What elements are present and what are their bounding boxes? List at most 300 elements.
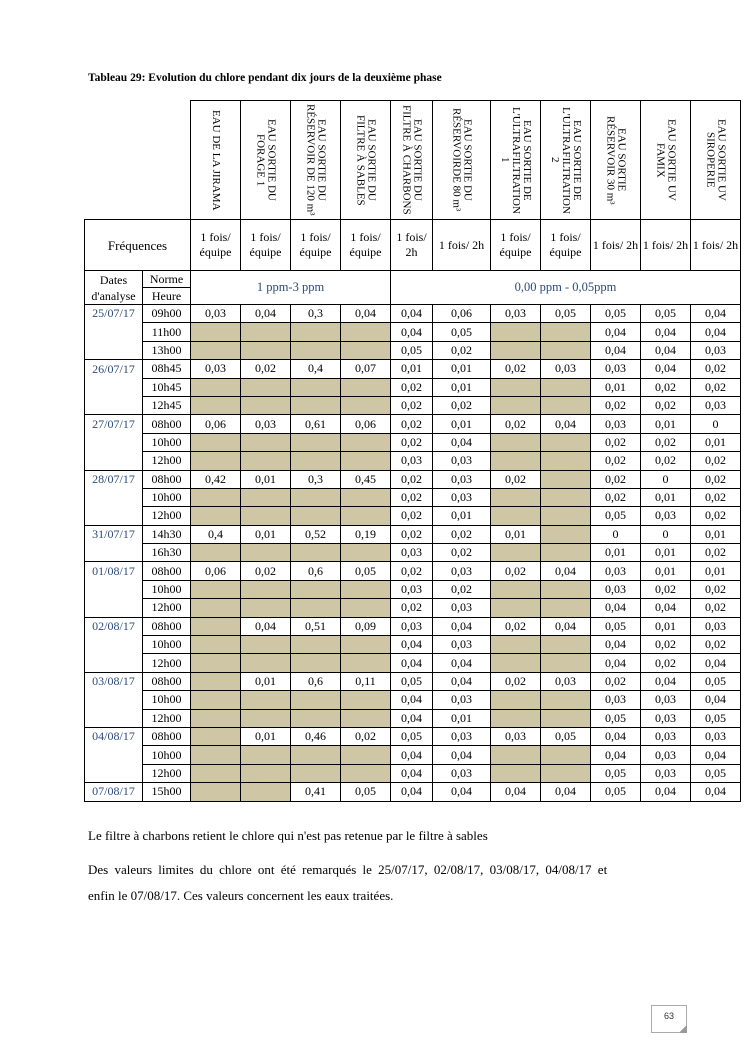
value-cell	[541, 341, 591, 359]
value-cell: 0,02	[591, 396, 641, 414]
norme-value-1: 1 ppm-3 ppm	[191, 271, 391, 305]
date-cell	[85, 764, 143, 782]
table-row	[85, 599, 741, 617]
value-cell	[341, 341, 391, 359]
value-cell: 0,01	[641, 415, 691, 433]
column-header	[591, 101, 641, 220]
frequence-cell: 1 fois/ équipe	[491, 220, 541, 271]
heure-label: Heure	[143, 288, 191, 305]
value-cell: 0,03	[191, 360, 241, 378]
value-cell: 0,03	[641, 727, 691, 745]
heure-cell: 08h00	[143, 617, 191, 635]
value-cell: 0,03	[641, 764, 691, 782]
value-cell: 0,04	[491, 783, 541, 801]
analyse-text: d'analyse	[91, 288, 136, 303]
value-cell: 0,05	[391, 672, 433, 690]
table-row	[85, 470, 741, 488]
value-cell	[491, 544, 541, 562]
value-cell: 0,02	[341, 727, 391, 745]
value-cell: 0,04	[691, 746, 741, 764]
value-cell	[491, 709, 541, 727]
value-cell: 0,03	[591, 415, 641, 433]
value-cell: 0,04	[591, 323, 641, 341]
value-cell	[541, 525, 591, 543]
value-cell: 0,03	[541, 360, 591, 378]
value-cell: 0,04	[391, 746, 433, 764]
heure-cell: 08h45	[143, 360, 191, 378]
value-cell: 0,04	[241, 305, 291, 323]
norme-value-2: 0,00 ppm - 0,05ppm	[391, 271, 741, 305]
value-cell: 0,04	[591, 636, 641, 654]
value-cell: 0,05	[591, 709, 641, 727]
value-cell: 0,02	[491, 672, 541, 690]
value-cell: 0,03	[391, 452, 433, 470]
value-cell: 0,03	[391, 544, 433, 562]
value-cell: 0,03	[591, 360, 641, 378]
value-cell: 0,02	[591, 433, 641, 451]
frequence-cell: 1 fois/ équipe	[541, 220, 591, 271]
value-cell: 0,04	[691, 783, 741, 801]
value-cell: 0,03	[641, 507, 691, 525]
heure-cell: 10h00	[143, 433, 191, 451]
heure-cell: 12h45	[143, 396, 191, 414]
heure-cell: 12h00	[143, 452, 191, 470]
value-cell	[341, 636, 391, 654]
value-cell: 0,02	[491, 617, 541, 635]
value-cell: 0,04	[691, 691, 741, 709]
value-cell	[341, 433, 391, 451]
value-cell	[191, 746, 241, 764]
column-header	[341, 101, 391, 220]
value-cell	[491, 488, 541, 506]
value-cell: 0,04	[541, 783, 591, 801]
value-cell: 0,03	[691, 396, 741, 414]
frequence-cell: 1 fois/ équipe	[291, 220, 341, 271]
value-cell	[341, 488, 391, 506]
value-cell	[541, 323, 591, 341]
value-cell	[191, 488, 241, 506]
table-row	[85, 580, 741, 598]
value-cell	[291, 746, 341, 764]
value-cell: 0,04	[391, 654, 433, 672]
table-row	[85, 507, 741, 525]
value-cell: 0,03	[591, 580, 641, 598]
value-cell	[541, 433, 591, 451]
date-cell	[85, 488, 143, 506]
value-cell: 0,04	[641, 360, 691, 378]
date-cell: 28/07/17	[85, 470, 143, 488]
table-row	[85, 305, 741, 323]
value-cell: 0,03	[591, 562, 641, 580]
frequence-cell: 1 fois/ 2h	[691, 220, 741, 271]
column-header-text: EAU SORTIE DE L'ULTRAFILTRATION 2	[549, 106, 583, 214]
table-row	[85, 709, 741, 727]
value-cell: 0,04	[433, 672, 491, 690]
value-cell: 0,19	[341, 525, 391, 543]
value-cell: 0,02	[241, 360, 291, 378]
value-cell: 0,01	[433, 507, 491, 525]
heure-cell: 10h00	[143, 580, 191, 598]
value-cell: 0,02	[391, 470, 433, 488]
frequence-cell: 1 fois/ 2h	[641, 220, 691, 271]
column-header-text: EAU SORTIE RÉSERVOIR 30 m³	[604, 115, 628, 205]
heure-cell: 11h00	[143, 323, 191, 341]
value-cell	[491, 580, 541, 598]
value-cell: 0,02	[433, 341, 491, 359]
value-cell: 0,02	[691, 470, 741, 488]
value-cell: 0	[641, 470, 691, 488]
value-cell	[191, 617, 241, 635]
value-cell: 0,04	[391, 709, 433, 727]
value-cell	[541, 691, 591, 709]
value-cell	[541, 470, 591, 488]
value-cell: 0,03	[691, 727, 741, 745]
value-cell	[241, 599, 291, 617]
column-header-text: EAU DE LA JIRAMA	[210, 109, 222, 211]
value-cell: 0,03	[191, 305, 241, 323]
value-cell: 0,05	[591, 617, 641, 635]
column-header-text: EAU SORTIE DU FILTRE À CHARBONS	[400, 105, 424, 215]
value-cell	[241, 341, 291, 359]
value-cell	[291, 507, 341, 525]
value-cell: 0,02	[691, 599, 741, 617]
heure-cell: 10h00	[143, 488, 191, 506]
value-cell	[541, 378, 591, 396]
value-cell: 0,02	[641, 654, 691, 672]
value-cell: 0,05	[691, 764, 741, 782]
column-header	[541, 101, 591, 220]
value-cell: 0,02	[433, 525, 491, 543]
value-cell	[541, 709, 591, 727]
value-cell	[341, 691, 391, 709]
value-cell: 0,01	[391, 360, 433, 378]
value-cell: 0,04	[541, 415, 591, 433]
date-cell: 27/07/17	[85, 415, 143, 433]
value-cell: 0,03	[433, 452, 491, 470]
value-cell: 0,03	[433, 691, 491, 709]
value-cell	[291, 709, 341, 727]
value-cell	[541, 396, 591, 414]
date-cell	[85, 378, 143, 396]
value-cell	[241, 783, 291, 801]
value-cell	[341, 452, 391, 470]
value-cell: 0,45	[341, 470, 391, 488]
column-header	[491, 101, 541, 220]
value-cell: 0,02	[433, 396, 491, 414]
value-cell: 0,02	[391, 599, 433, 617]
date-cell	[85, 599, 143, 617]
date-cell	[85, 746, 143, 764]
value-cell: 0,04	[391, 783, 433, 801]
value-cell: 0,42	[191, 470, 241, 488]
frequence-cell: 1 fois/ équipe	[341, 220, 391, 271]
value-cell	[541, 764, 591, 782]
date-cell: 26/07/17	[85, 360, 143, 378]
value-cell: 0,03	[641, 691, 691, 709]
value-cell	[191, 396, 241, 414]
table-row	[85, 562, 741, 580]
value-cell: 0,01	[641, 617, 691, 635]
value-cell: 0,6	[291, 672, 341, 690]
value-cell	[341, 709, 391, 727]
table-row	[85, 433, 741, 451]
frequence-cell: 1 fois/ 2h	[591, 220, 641, 271]
value-cell: 0,04	[691, 323, 741, 341]
column-header-text: EAU SORTIE UV FAMIX	[654, 119, 678, 201]
value-cell	[191, 452, 241, 470]
value-cell	[541, 507, 591, 525]
value-cell: 0,05	[391, 727, 433, 745]
value-cell	[541, 636, 591, 654]
paragraph-1: Le filtre à charbons retient le chlore qui n'est pas retenue par le filtre à sables	[88, 828, 488, 843]
heure-cell: 08h00	[143, 415, 191, 433]
value-cell	[191, 636, 241, 654]
value-cell: 0,02	[491, 562, 541, 580]
value-cell: 0,05	[591, 507, 641, 525]
value-cell	[541, 654, 591, 672]
value-cell: 0,04	[591, 654, 641, 672]
date-cell: 02/08/17	[85, 617, 143, 635]
value-cell: 0,02	[391, 378, 433, 396]
value-cell: 0,03	[541, 672, 591, 690]
value-cell	[541, 452, 591, 470]
value-cell: 0	[691, 415, 741, 433]
value-cell	[291, 599, 341, 617]
value-cell: 0,02	[641, 452, 691, 470]
value-cell: 0,04	[591, 341, 641, 359]
value-cell: 0,46	[291, 727, 341, 745]
value-cell	[191, 672, 241, 690]
table-caption: Tableau 29: Evolution du chlore pendant dix jours de la deuxième phase	[88, 72, 442, 84]
norme-row	[85, 271, 741, 288]
table-row	[85, 415, 741, 433]
table-row	[85, 727, 741, 745]
value-cell: 0,05	[641, 305, 691, 323]
value-cell: 0,04	[433, 746, 491, 764]
value-cell	[241, 636, 291, 654]
value-cell	[191, 709, 241, 727]
value-cell	[491, 764, 541, 782]
value-cell	[541, 488, 591, 506]
column-header-text: EAU SORTIE DE L'ULTRAFILTRATION 1	[499, 106, 533, 214]
value-cell	[291, 764, 341, 782]
value-cell	[341, 654, 391, 672]
value-cell: 0,05	[541, 305, 591, 323]
value-cell	[191, 580, 241, 598]
value-cell: 0,03	[433, 599, 491, 617]
table-row	[85, 672, 741, 690]
heure-cell: 09h00	[143, 305, 191, 323]
date-cell	[85, 544, 143, 562]
value-cell	[491, 746, 541, 764]
value-cell	[491, 599, 541, 617]
value-cell	[241, 580, 291, 598]
value-cell: 0,03	[391, 580, 433, 598]
value-cell: 0,05	[341, 562, 391, 580]
heure-cell: 16h30	[143, 544, 191, 562]
value-cell: 0,4	[291, 360, 341, 378]
value-cell: 0,01	[591, 378, 641, 396]
value-cell: 0,04	[391, 691, 433, 709]
value-cell: 0,06	[341, 415, 391, 433]
value-cell	[491, 396, 541, 414]
value-cell: 0,03	[691, 617, 741, 635]
heure-cell: 12h00	[143, 599, 191, 617]
frequences-row	[85, 220, 741, 271]
value-cell	[241, 396, 291, 414]
value-cell	[491, 378, 541, 396]
dates-text: Dates	[99, 272, 128, 287]
column-header	[691, 101, 741, 220]
value-cell: 0,01	[241, 525, 291, 543]
value-cell: 0,04	[433, 433, 491, 451]
value-cell	[241, 488, 291, 506]
column-header	[641, 101, 691, 220]
value-cell: 0,03	[433, 764, 491, 782]
value-cell: 0,05	[691, 672, 741, 690]
value-cell: 0,01	[691, 562, 741, 580]
value-cell: 0,03	[433, 470, 491, 488]
value-cell: 0,4	[191, 525, 241, 543]
date-cell: 03/08/17	[85, 672, 143, 690]
value-cell: 0,02	[641, 580, 691, 598]
column-header	[391, 101, 433, 220]
value-cell: 0,02	[391, 525, 433, 543]
value-cell	[341, 580, 391, 598]
value-cell	[241, 507, 291, 525]
heure-cell: 08h00	[143, 562, 191, 580]
value-cell: 0,04	[391, 305, 433, 323]
heure-cell: 13h00	[143, 341, 191, 359]
value-cell: 0,52	[291, 525, 341, 543]
value-cell	[291, 488, 341, 506]
header-row	[85, 101, 741, 220]
table-row	[85, 488, 741, 506]
date-cell	[85, 396, 143, 414]
value-cell: 0,02	[391, 396, 433, 414]
value-cell	[341, 764, 391, 782]
value-cell: 0,01	[641, 488, 691, 506]
value-cell	[341, 378, 391, 396]
value-cell: 0,03	[241, 415, 291, 433]
value-cell: 0,05	[391, 341, 433, 359]
column-header	[191, 101, 241, 220]
value-cell: 0,02	[491, 415, 541, 433]
value-cell: 0,04	[691, 654, 741, 672]
value-cell: 0,41	[291, 783, 341, 801]
table-row	[85, 360, 741, 378]
value-cell	[241, 452, 291, 470]
value-cell: 0,02	[391, 415, 433, 433]
value-cell	[341, 507, 391, 525]
value-cell: 0,01	[241, 470, 291, 488]
paragraph-3: enfin le 07/08/17. Ces valeurs concernent les eaux traitées.	[88, 888, 394, 903]
value-cell: 0,01	[691, 433, 741, 451]
value-cell: 0,02	[691, 378, 741, 396]
value-cell: 0,6	[291, 562, 341, 580]
value-cell: 0,11	[341, 672, 391, 690]
value-cell: 0,01	[241, 727, 291, 745]
value-cell: 0,02	[691, 452, 741, 470]
value-cell: 0,02	[691, 507, 741, 525]
value-cell: 0,01	[691, 525, 741, 543]
norme-label: Norme	[143, 271, 191, 288]
date-cell: 01/08/17	[85, 562, 143, 580]
heure-cell: 12h00	[143, 764, 191, 782]
frequence-cell: 1 fois/ équipe	[191, 220, 241, 271]
value-cell	[491, 507, 541, 525]
value-cell	[291, 396, 341, 414]
value-cell: 0,04	[391, 636, 433, 654]
value-cell: 0	[591, 525, 641, 543]
value-cell	[341, 323, 391, 341]
date-cell: 04/08/17	[85, 727, 143, 745]
value-cell: 0,02	[433, 544, 491, 562]
value-cell	[541, 544, 591, 562]
value-cell: 0,04	[391, 323, 433, 341]
value-cell: 0,04	[541, 562, 591, 580]
value-cell: 0,3	[291, 470, 341, 488]
value-cell: 0,03	[691, 341, 741, 359]
table-row	[85, 525, 741, 543]
date-cell: 25/07/17	[85, 305, 143, 323]
table-row	[85, 323, 741, 341]
page-number: 63	[651, 1005, 687, 1033]
value-cell: 0,09	[341, 617, 391, 635]
date-cell	[85, 341, 143, 359]
table-row	[85, 452, 741, 470]
value-cell: 0,02	[391, 488, 433, 506]
value-cell: 0,51	[291, 617, 341, 635]
value-cell: 0,06	[433, 305, 491, 323]
value-cell	[241, 691, 291, 709]
heure-cell: 12h00	[143, 507, 191, 525]
paragraph-2: Des valeurs limites du chlore ont été remarqués le 25/07/17, 02/08/17, 03/08/17, 04/08/17 et	[88, 862, 608, 877]
value-cell	[291, 691, 341, 709]
value-cell: 0,04	[641, 341, 691, 359]
value-cell	[541, 580, 591, 598]
table-row	[85, 691, 741, 709]
value-cell	[241, 544, 291, 562]
value-cell: 0,02	[691, 488, 741, 506]
value-cell	[191, 783, 241, 801]
value-cell	[291, 636, 341, 654]
value-cell: 0,02	[591, 672, 641, 690]
value-cell	[191, 507, 241, 525]
table-row	[85, 341, 741, 359]
heure-cell: 10h00	[143, 691, 191, 709]
value-cell: 0,02	[391, 433, 433, 451]
heure-cell: 08h00	[143, 727, 191, 745]
column-header-text: EAU SORTIE DU FILTRE À SABLES	[354, 114, 378, 206]
value-cell: 0,01	[591, 544, 641, 562]
date-cell: 07/08/17	[85, 783, 143, 801]
value-cell: 0,01	[433, 415, 491, 433]
value-cell: 0,02	[641, 433, 691, 451]
date-cell	[85, 654, 143, 672]
value-cell: 0,04	[641, 783, 691, 801]
value-cell	[241, 378, 291, 396]
value-cell	[241, 654, 291, 672]
value-cell: 0,3	[291, 305, 341, 323]
value-cell	[191, 727, 241, 745]
value-cell	[291, 433, 341, 451]
value-cell: 0,02	[691, 580, 741, 598]
table-row	[85, 746, 741, 764]
table-row	[85, 636, 741, 654]
value-cell	[541, 599, 591, 617]
value-cell: 0,01	[433, 709, 491, 727]
